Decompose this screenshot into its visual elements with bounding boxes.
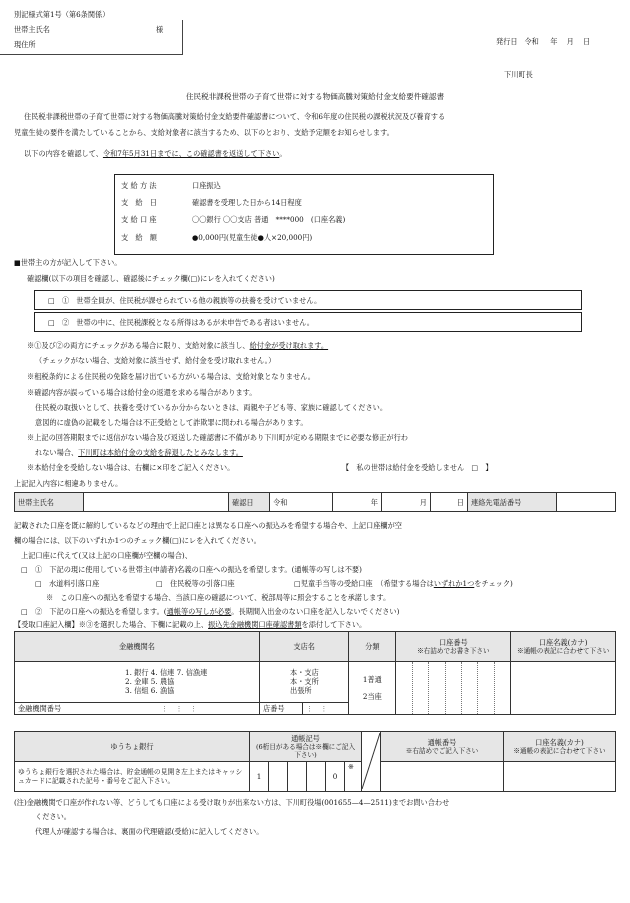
bank-code-label: 金融機関番号 [18, 703, 62, 713]
note-4b-underline: 下川町は本給付金の支給を辞退したとみなします。 [78, 448, 243, 457]
confirm-phone-field[interactable] [557, 493, 616, 512]
check-item-2[interactable]: □ ② 世帯の中に、住民税課税となる所得はあるが未申告である者はいません。 [48, 318, 314, 327]
acct-digit-6[interactable] [477, 662, 493, 714]
yucho-code-digit-4[interactable] [307, 762, 326, 792]
payment-date-label: 支 給 日 [121, 198, 157, 207]
intro-line-1: 住民税非課税世帯の子育て世帯に対する物価高騰対策給付金支給要件確認書について、令和6年度の住民税の課税状況及び養育する [24, 112, 446, 121]
type-option-2: 2当座 [362, 692, 382, 701]
issuer: 下川町長 [504, 70, 533, 79]
footer-note-2: 代理人が確認する場合は、裏面の代理確認(受給)に記入してください。 [35, 827, 264, 836]
confirm-year[interactable]: 年 [333, 493, 382, 512]
payment-account-value: 〇〇銀行 〇〇支店 普通 ****000 (口座名義) [192, 215, 346, 224]
note-3c: 意図的に虚偽の記載をした場合は不正受給として詐欺罪に問われる場合があります。 [35, 418, 308, 427]
payment-amount-value: ●0,000円(児童生徒●人×20,000円) [192, 233, 313, 242]
confirm-date-label: 確認日 [229, 493, 270, 512]
bank-table [14, 631, 616, 715]
account-entry-post: を添付して下さい。 [301, 620, 367, 629]
payment-method-label: 支 給 方 法 [121, 181, 157, 190]
change-option-2[interactable] [21, 607, 399, 616]
confirm-era: 令和 [270, 493, 333, 512]
yucho-code-digit-5: 0 [326, 762, 345, 792]
acct-digit-2[interactable] [412, 662, 428, 714]
header-divider [182, 20, 183, 54]
bank-header-type: 分類 [349, 632, 396, 662]
inst-option-row-2: 2. 金庫 5. 農協 [125, 677, 175, 687]
bank-institution-options[interactable] [15, 662, 260, 703]
check-sub: 確認欄(以下の項目を確認し、確認後にチェック欄(□)にレを入れてください) [27, 274, 275, 283]
branch-code-field[interactable]: ⋮ ⋮ [303, 702, 349, 714]
bank-header-account-sub: ※右詰めでお書き下さい [417, 646, 490, 655]
check-item-1[interactable]: □ ① 世帯全員が、住民税が課せられている他の親族等の扶養を受けていません。 [48, 296, 322, 305]
bank-header-branch: 支店名 [260, 632, 349, 662]
change-line-1: 記載された口座を既に解約しているなどの理由で上記口座とは異なる口座への振込みを希望する場合や、上記口座欄が空 [14, 521, 402, 530]
yucho-header-holder-label: 口座名義(カナ) [535, 737, 584, 747]
note-4b [35, 448, 243, 457]
bank-header-holder-label: 口座名義(カナ) [538, 637, 588, 647]
note-5: ※本給付金を受給しない場合は、右欄に×印をご記入ください。 [27, 463, 235, 472]
footer-note-1: (注)金融機関で口座が作れない等、どうしても口座による受け取りが出来ない方は、下川町役場(001655—4—2511)までお問い合わせ [14, 798, 450, 807]
bank-header-account-label: 口座番号 [438, 637, 468, 647]
change-option-water[interactable]: □ 水道料引落口座 [35, 579, 100, 588]
confirm-name-field[interactable] [84, 493, 229, 512]
intro-line-2: 児童生徒の要件を満たしていることから、支給対象者に該当するため、以下のとおり、支給予定額をお知らせします。 [14, 128, 394, 137]
branch-option-3: 出張所 [290, 686, 312, 696]
note-1 [27, 341, 328, 350]
confirm-phone-label: 連絡先電話番号 [468, 493, 557, 512]
head-name-label: 世帯主氏名 [14, 25, 50, 34]
change-option-2-underline: 通帳等の写しが必要 [166, 607, 232, 616]
acct-digit-5[interactable] [461, 662, 477, 714]
yucho-code-digit-3[interactable] [288, 762, 307, 792]
yucho-header-number-label: 通帳番号 [427, 737, 457, 747]
branch-option-1: 本・支店 [290, 668, 319, 678]
yucho-table [14, 731, 616, 792]
confirm-name-label: 世帯主氏名 [15, 493, 84, 512]
change-consent: ※ この口座への振込を希望する場合、当該口座の確認について、税部局等に照会することを承諾します。 [46, 593, 391, 602]
acct-digit-4[interactable] [445, 662, 461, 714]
acct-digit-7[interactable] [494, 662, 510, 714]
payment-method-value: 口座振込 [192, 181, 221, 190]
note-1-pre: ※①及び②の両方にチェックがある場合に限り、支給対象に該当し、 [27, 341, 250, 350]
yucho-header-holder [504, 732, 616, 762]
yucho-slash-cell [362, 732, 381, 792]
change-line-2: 欄の場合には、以下のいずれか1つのチェック欄(□)にレを入れてください。 [14, 536, 261, 545]
issue-era: 令和 [524, 37, 539, 46]
change-option-1[interactable]: □ ① 下記の現に使用している世帯主(申請者)名義の口座への振込を希望します。(通帳等の写しは不要) [21, 565, 362, 574]
yucho-code-digit-1: 1 [250, 762, 269, 792]
head-sama: 様 [156, 25, 164, 34]
issue-day: 日 [582, 37, 591, 46]
note-2: ※租税条約による住民税の免除を届け出ている方がいる場合は、支給対象となりません。 [27, 372, 315, 381]
confirm-day[interactable]: 日 [431, 493, 468, 512]
bank-header-holder-sub: ※通帳の表記に合わせて下さい [517, 646, 610, 655]
account-entry-pre: 【受取口座記入欄】※③を選択した場合、下欄に記載の上、 [14, 620, 209, 629]
intro-line-3 [24, 149, 287, 158]
intro-line-3-post: 。 [279, 149, 287, 158]
bank-code-cell[interactable]: 金融機関番号 ⋮ ⋮ ⋮ [15, 702, 260, 714]
account-entry-underline: 振込先金融機関口座確認書類 [208, 620, 302, 629]
bank-type-options[interactable] [349, 662, 396, 715]
yucho-code-digit-2[interactable] [269, 762, 288, 792]
yucho-description: ゆうちょ銀行を選択された場合は、貯金通帳の見開き左上またはキャッシュカードに記載された記号・番号をご記入下さい。 [15, 762, 250, 792]
yucho-code-extra[interactable]: ※ [345, 762, 362, 792]
document-title: 住民税非課税世帯の子育て世帯に対する物価高騰対策給付金支給要件確認書 [185, 92, 445, 101]
bank-header-account [396, 632, 511, 662]
bank-branch-options[interactable] [260, 662, 349, 703]
yucho-header-holder-sub: ※通帳の表記に合わせて下さい [513, 746, 606, 755]
head-address-label: 現住所 [14, 40, 36, 49]
branch-option-2: 本・支所 [290, 677, 319, 687]
confirm-table [14, 492, 616, 512]
yucho-header-code [250, 732, 362, 762]
payment-amount-label: 支 給 額 [121, 233, 157, 242]
account-entry-heading [14, 620, 366, 629]
change-option-child-post: をチェック) [474, 579, 513, 588]
change-option-2-pre: □ ② 下記の口座への振込を希望します。( [21, 607, 167, 616]
issue-date [496, 37, 590, 46]
change-option-child[interactable] [294, 579, 513, 588]
payment-date-value: 確認書を受理した日から14日程度 [192, 198, 302, 207]
bank-account-number-field[interactable] [396, 662, 511, 715]
yucho-header-number [381, 732, 504, 762]
issue-year: 年 [550, 37, 558, 46]
branch-code-label: 店番号 [260, 702, 303, 714]
footer-note-1b: ください。 [35, 812, 71, 821]
decline-checkbox[interactable]: 【 私の世帯は給付金を受給しません □ 】 [342, 463, 493, 472]
confirm-month[interactable]: 月 [382, 493, 431, 512]
change-line-3: 上記口座に代えて(又は上記の口座欄が空欄の場合)、 [21, 551, 192, 560]
yucho-number-field[interactable] [381, 762, 504, 792]
acct-digit-3[interactable] [428, 662, 444, 714]
yucho-header-code-label: 通帳記号 [291, 733, 320, 743]
bank-holder-field[interactable] [511, 662, 616, 715]
yucho-header-name: ゆうちょ銀行 [15, 732, 250, 762]
issue-month: 月 [566, 37, 574, 46]
change-option-2-post: 。長期間入出金のない口座を記入しないでください) [231, 607, 400, 616]
change-option-child-pre: □児童手当等の受給口座 （希望する場合は [294, 579, 434, 588]
type-option-1: 1普通 [362, 675, 382, 684]
note-4b-pre: れない場合、 [35, 448, 79, 457]
intro-line-3-pre: 以下の内容を確認して、 [24, 149, 103, 158]
payment-account-label: 支 給 口 座 [121, 215, 157, 224]
note-1-underline: 給付金が受け取れます。 [249, 341, 329, 350]
yucho-header-number-sub: ※右詰めでご記入下さい [405, 746, 479, 755]
slash-line [362, 733, 380, 789]
note-3b: 住民税の取扱いとして、扶養を受けているか分からないときは、両親や子ども等、家族に確認してください。 [35, 403, 388, 412]
confirm-heading: 上記記入内容に相違ありません。 [14, 479, 123, 488]
change-option-child-underline: いずれか1つ [433, 579, 475, 588]
acct-digit-1[interactable] [396, 662, 411, 714]
return-deadline: 令和7年5月31日までに、この確認書を返送して下さい [102, 149, 280, 158]
form-id: 別記様式第1号（第6条関係） [14, 10, 110, 19]
change-option-tax[interactable]: □ 住民税等の引落口座 [156, 579, 235, 588]
bank-header-holder [511, 632, 616, 662]
inst-option-row-3: 3. 信組 6. 漁協 [125, 686, 175, 696]
yucho-holder-field[interactable] [504, 762, 616, 792]
issue-label: 発行日 [496, 37, 518, 46]
note-3: ※確認内容が誤っている場合は給付金の返還を求める場合があります。 [27, 388, 257, 397]
note-4: ※上記の回答期限までに返信がない場合及び返送した確認書に不備があり下川町が定める期限までに必要な修正が行わ [27, 433, 408, 442]
bank-header-institution: 金融機関名 [15, 632, 260, 662]
yucho-header-code-sub: (6桁目がある場合は※欄にご記入下さい) [255, 742, 356, 759]
note-1b: （チェックがない場合、支給対象に該当せず、給付金を受け取れません。） [35, 356, 276, 365]
inst-option-row-1: 1. 銀行 4. 信連 7. 信漁連 [125, 668, 208, 678]
header-underline [0, 54, 183, 55]
check-heading: ■世帯主の方が記入して下さい。 [14, 258, 122, 267]
